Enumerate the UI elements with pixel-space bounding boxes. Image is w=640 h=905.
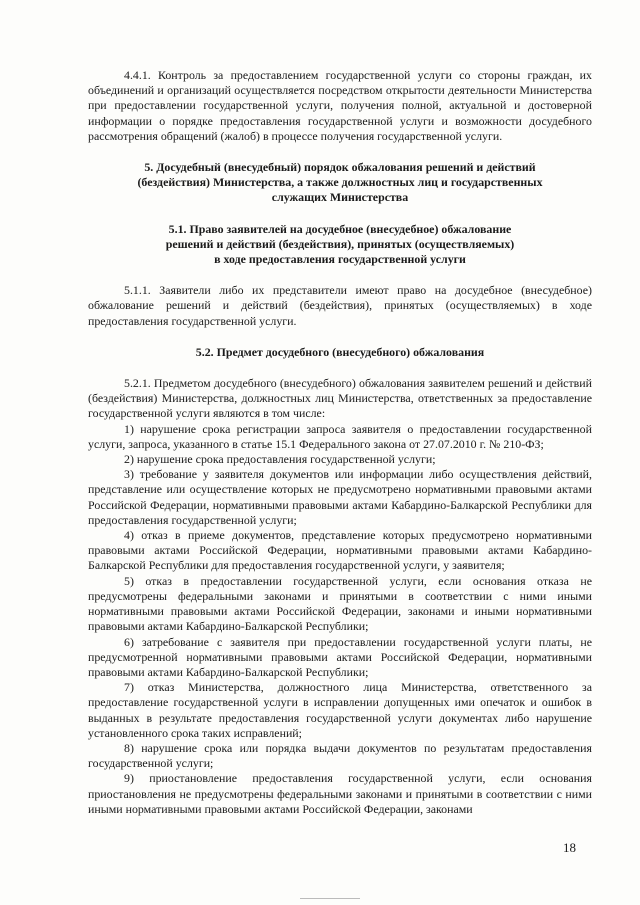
- list-item: 6) затребование с заявителя при предоставлении государственной услуги платы, не предусмотренной нормативными правовыми актами Российской Федерации, нормативными правовыми актами Кабардино-Балкарской Республики;: [88, 634, 592, 679]
- section-5-heading-line: (бездействия) Министерства, а также должностных лиц и государственных: [137, 175, 543, 190]
- section-5-1-heading-line: в ходе предоставления государственной услуги: [214, 252, 466, 267]
- section-5-1-heading: [88, 222, 592, 268]
- paragraph-5-2-1: 5.2.1. Предметом досудебного (внесудебного) обжалования заявителем решений и действий (бездействия) Министерства, должностных лиц Министерства, ответственных за предоставление государственной услуги являются в том числе:: [88, 376, 592, 421]
- paragraph-5-1-1: 5.1.1. Заявители либо их представители имеют право на досудебное (внесудебное) обжалование решений и действий (бездействия), принятых (осуществляемых) в ходе предоставления государственной услуги.: [88, 283, 592, 328]
- section-5-heading: [88, 160, 592, 206]
- section-5-1-heading-line: решений и действий (бездействия), принятых (осуществляемых): [165, 236, 515, 251]
- list-item: 4) отказ в приеме документов, представление которых предусмотрено нормативными правовыми актами Российской Федерации, нормативными правовыми актами Кабардино-Балкарской Республики для предоставления государственной услуги, у заявителя;: [88, 528, 592, 573]
- list-item: 3) требование у заявителя документов или информации либо осуществления действий, представление или осуществление которых не предусмотрено нормативными правовыми актами Российской Федерации, нормативными правовыми актами Кабардино-Балкарской Республики для предоставления государственной услуги;: [88, 467, 592, 527]
- list-item: 9) приостановление предоставления государственной услуги, если основания приостановления не предусмотрены федеральными законами и принятыми в соответствии с ними иными нормативными правовыми актами Российской Федерации, законами: [88, 771, 592, 816]
- section-5-2-heading: 5.2. Предмет досудебного (внесудебного) обжалования: [195, 344, 485, 359]
- list-item: 1) нарушение срока регистрации запроса заявителя о предоставлении государственной услуги, запроса, указанного в статье 15.1 Федерального закона от 27.07.2010 г. № 210-ФЗ;: [88, 421, 592, 451]
- paragraph-4-4-1: 4.4.1. Контроль за предоставлением государственной услуги со стороны граждан, их объединений и организаций осуществляется посредством открытости деятельности Министерства при предоставлении государственной услуги, получения полной, актуальной и достоверной информации о порядке предоставления государственной услуги и возможности досудебного рассмотрения обращений (жалоб) в процессе получения государственной услуги.: [88, 68, 592, 143]
- list-item: 8) нарушение срока или порядка выдачи документов по результатам предоставления государственной услуги;: [88, 740, 592, 771]
- footer-divider: [300, 898, 360, 899]
- list-item: 7) отказ Министерства, должностного лица Министерства, ответственного за предоставление государственной услуги в исправлении допущенных ими опечаток и ошибок в выданных в результате предоставления государственной услуги документах либо нарушение установленного срока таких исправлений;: [88, 680, 592, 740]
- section-5-heading-line: служащих Министерства: [271, 190, 409, 205]
- section-5-heading-line: 5. Досудебный (внесудебный) порядок обжалования решений и действий: [144, 160, 536, 175]
- list-item: 2) нарушение срока предоставления государственной услуги;: [124, 452, 436, 467]
- document-page: [88, 68, 592, 817]
- page-number: 18: [563, 840, 576, 855]
- section-5-1-heading-line: 5.1. Право заявителей на досудебное (внесудебное) обжалование: [168, 221, 512, 236]
- list-item: 5) отказ в предоставлении государственной услуги, если основания отказа не предусмотрены федеральными законами и принятыми в соответствии с ними иными нормативными правовыми актами Российской Федерации, законами и иными нормативными правовыми актами Кабардино-Балкарской Республики;: [88, 573, 592, 634]
